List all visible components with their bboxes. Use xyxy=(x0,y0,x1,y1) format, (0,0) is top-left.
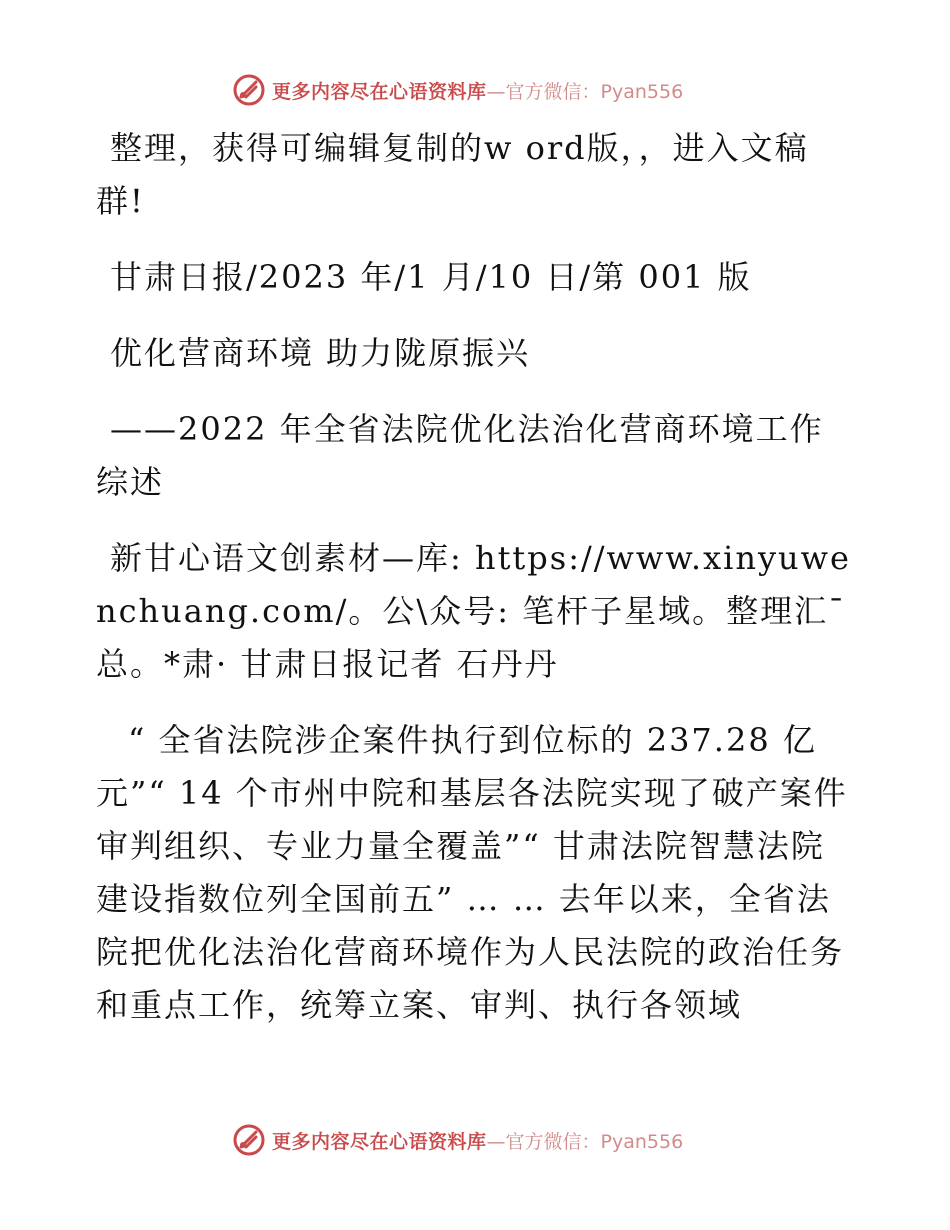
banner-title: 更多内容尽在心语资料库 xyxy=(272,1130,487,1153)
header-watermark xyxy=(232,72,683,108)
article-body xyxy=(96,122,856,1055)
quill-logo-icon xyxy=(232,73,266,107)
body-paragraph: “ 全省法院涉企案件执行到位标的 237.28 亿元”“ 14 个市州中院和基层各法院实现了破产案件审判组织、专业力量全覆盖”“ 甘肃法院智慧法院建设指数位列全国前五” … … 去年以来，全省法院把优化法治化营商环境作为人民法院的政治任务和重点工作，统筹立案、审判、执行各领域 xyxy=(96,721,848,1024)
banner-contact: —官方微信：Pyan556 xyxy=(486,1130,684,1153)
footer-watermark xyxy=(232,1122,683,1158)
banner-contact: —官方微信：Pyan556 xyxy=(486,80,684,103)
quill-logo-icon xyxy=(232,1123,266,1157)
banner-title: 更多内容尽在心语资料库 xyxy=(272,80,487,103)
article-title: 优化营商环境 助力陇原振兴 xyxy=(110,334,531,372)
source-line: 甘肃日报/2023 年/1 月/10 日/第 001 版 xyxy=(110,258,752,296)
article-subtitle: ——2022 年全省法院优化法治化营商环境工作综述 xyxy=(96,410,824,501)
byline-paragraph: 新甘心语文创素材—库: https://www.xinyuwenchuang.com/。公\众号: 笔杆子星域。整理汇¯总。*肃· 甘肃日报记者 石丹丹 xyxy=(96,539,851,683)
intro-paragraph: 整理，获得可编辑复制的w ord版，，进入文稿群! xyxy=(96,129,809,220)
